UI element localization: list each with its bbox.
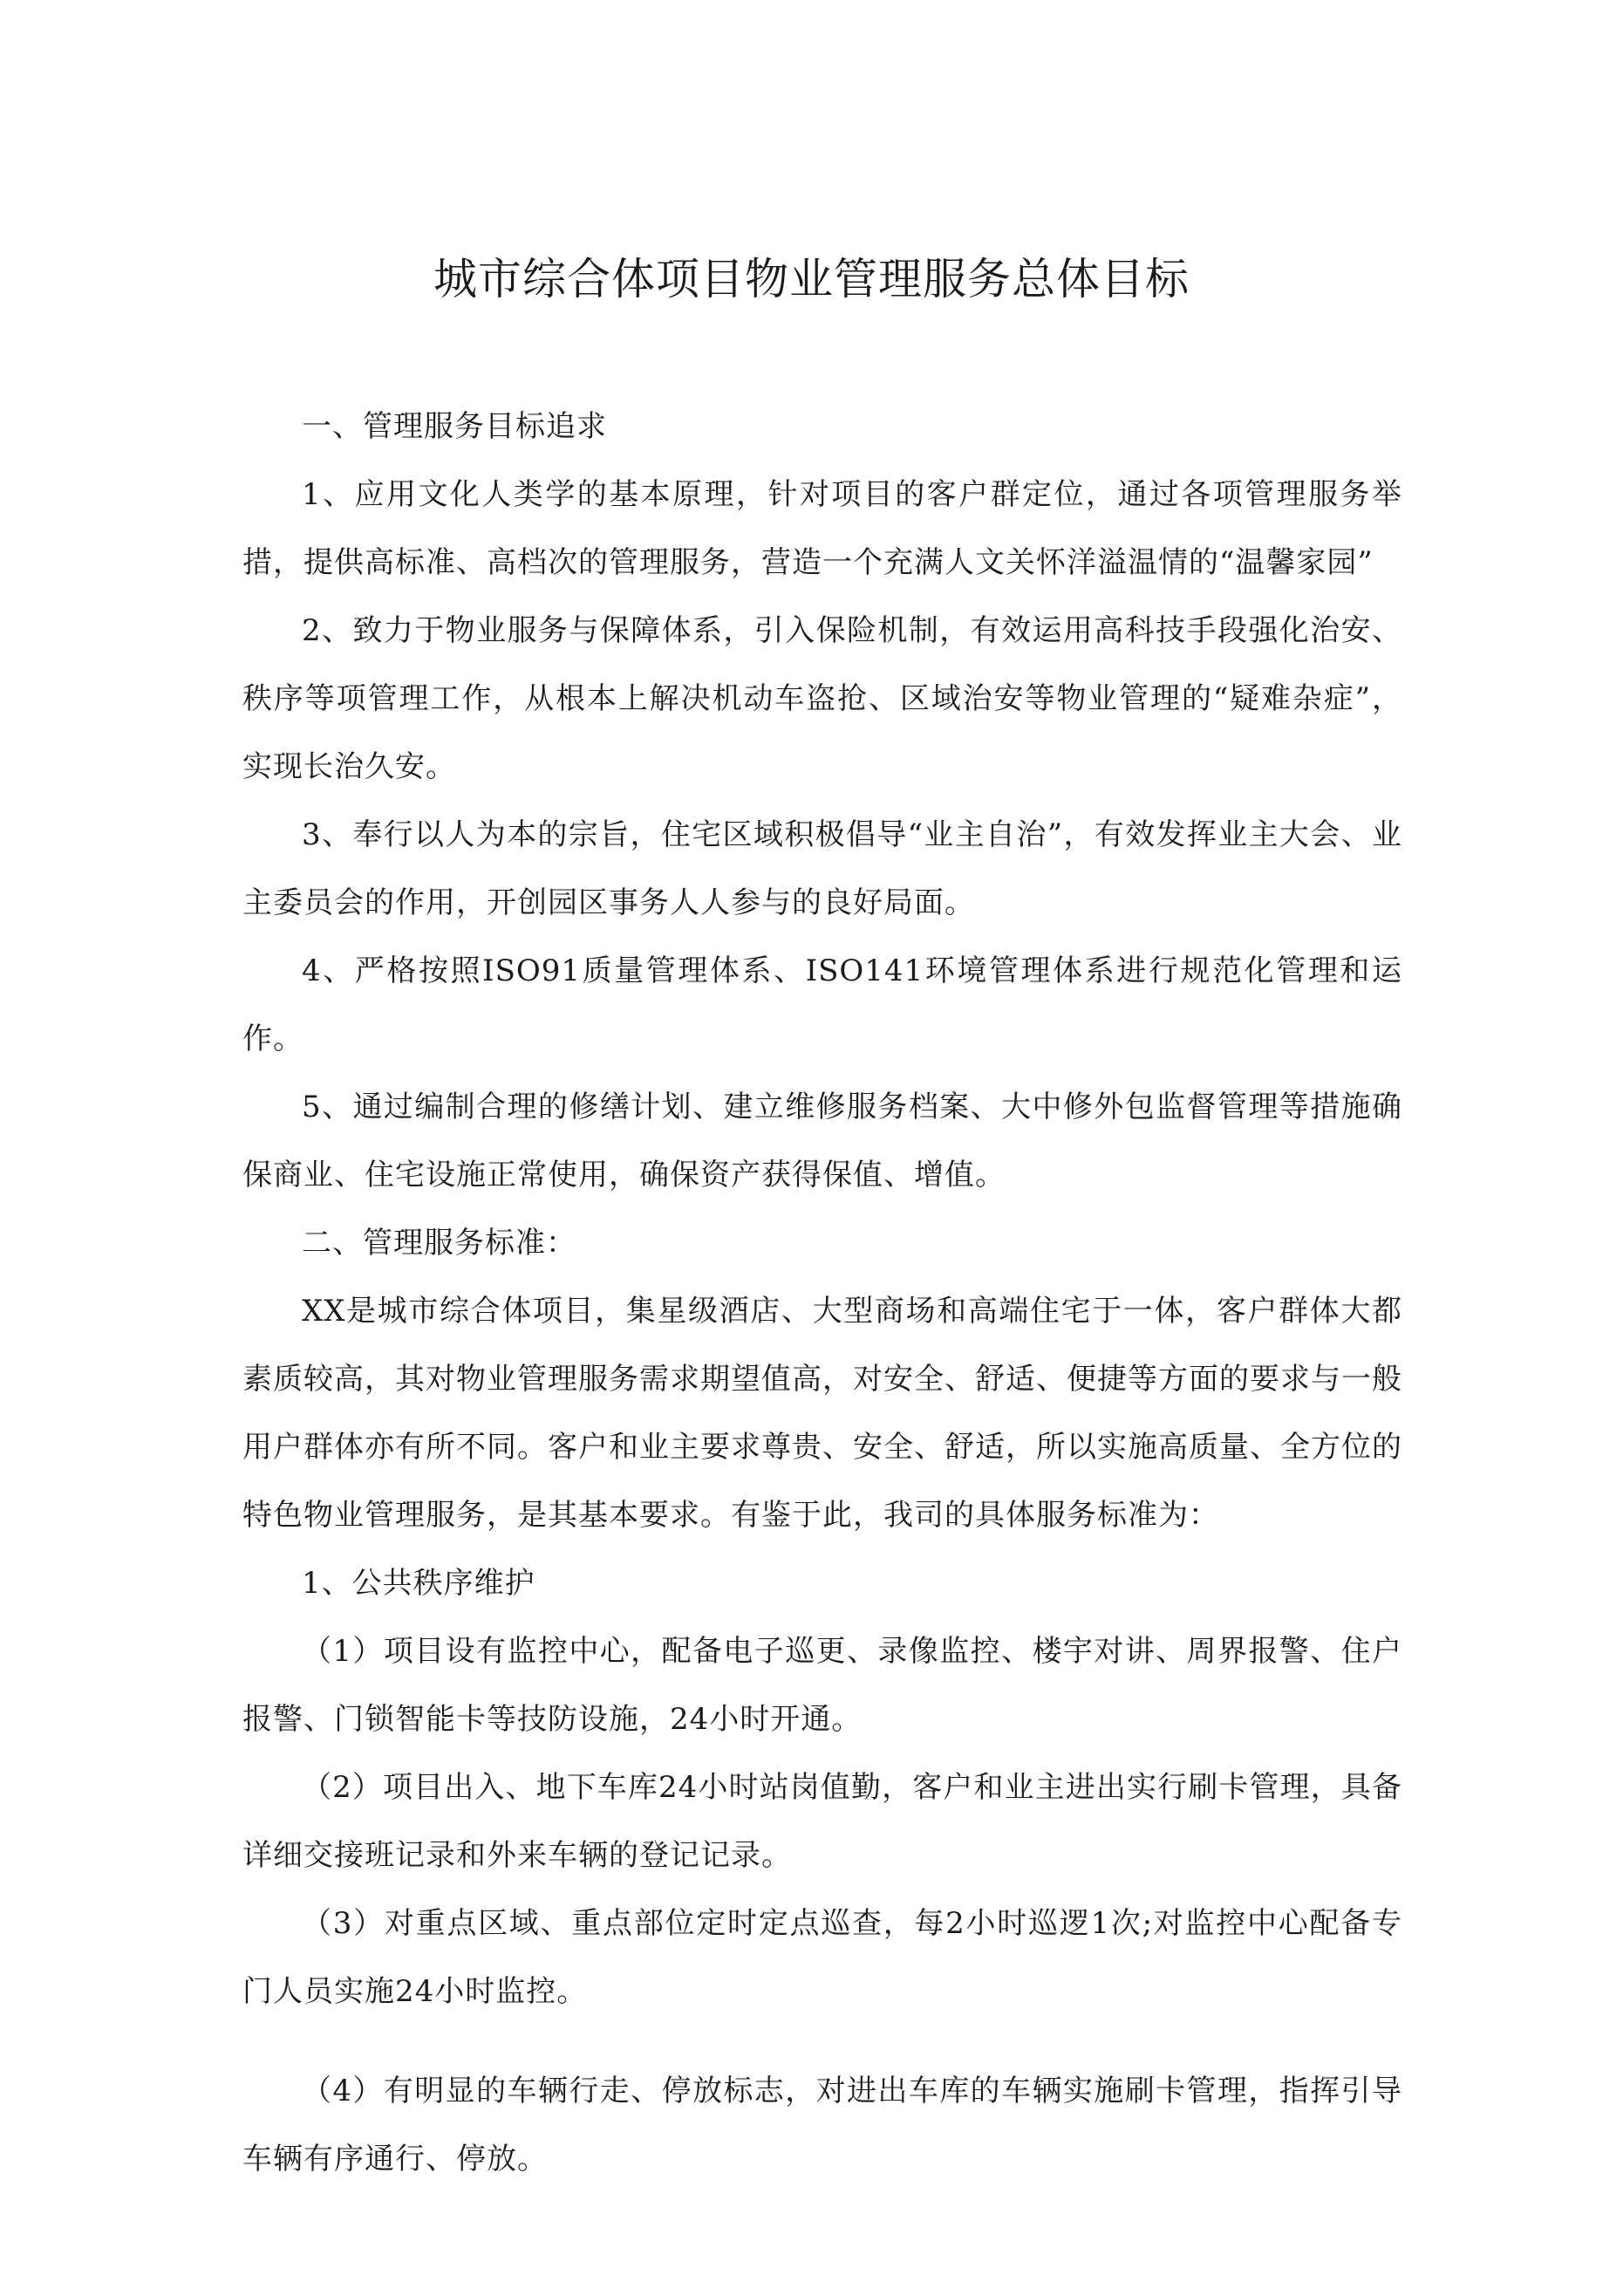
paragraph-goal-3: 3、奉行以人为本的宗旨，住宅区域积极倡导“业主自治”，有效发挥业主大会、业主委员会的作用，开创园区事务人人参与的良好局面。 [242, 817, 1402, 920]
paragraph-item-3: （3）对重点区域、重点部位定时定点巡查，每2小时巡逻1次;对监控中心配备专门人员实施24小时监控。 [242, 1906, 1402, 2009]
paragraph-item-2: （2）项目出入、地下车库24小时站岗值勤，客户和业主进出实行刷卡管理，具备详细交接班记录和外来车辆的登记记录。 [242, 1770, 1402, 1873]
paragraph-goal-1: 1、应用文化人类学的基本原理，针对项目的客户群定位，通过各项管理服务举措，提供高标准、高档次的管理服务，营造一个充满人文关怀洋溢温情的“温馨家园” [242, 477, 1402, 580]
document-body [242, 393, 1402, 2193]
section-heading-standards: 二、管理服务标准： [302, 1226, 576, 1261]
paragraph-item-1: （1）项目设有监控中心，配备电子巡更、录像监控、楼宇对讲、周界报警、住户报警、门锁智能卡等技防设施，24小时开通。 [242, 1634, 1402, 1737]
section-heading-goals: 一、管理服务目标追求 [302, 409, 607, 444]
paragraph-goal-4: 4、严格按照ISO91质量管理体系、ISO141环境管理体系进行规范化管理和运作。 [242, 953, 1402, 1056]
paragraph-goal-5: 5、通过编制合理的修缮计划、建立维修服务档案、大中修外包监督管理等措施确保商业、住宅设施正常使用，确保资产获得保值、增值。 [242, 1090, 1402, 1192]
document-title: 城市综合体项目物业管理服务总体目标 [433, 254, 1190, 304]
paragraph-goal-2: 2、致力于物业服务与保障体系，引入保险机制，有效运用高科技手段强化治安、秩序等项管理工作，从根本上解决机动车盗抢、区域治安等物业管理的“疑难杂症”，实现长治久安。 [242, 613, 1402, 784]
subsection-heading-public-order: 1、公共秩序维护 [302, 1566, 535, 1601]
paragraph-standards-intro: XX是城市综合体项目，集星级酒店、大型商场和高端住宅于一体，客户群体大都素质较高，其对物业管理服务需求期望值高，对安全、舒适、便捷等方面的要求与一般用户群体亦有所不同。客户和业主要求尊贵、安全、舒适，所以实施高质量、全方位的特色物业管理服务，是其基本要求。有鉴于此，我司的具体服务标准为： [242, 1294, 1402, 1533]
paragraph-item-4: （4）有明显的车辆行走、停放标志，对进出车库的车辆实施刷卡管理，指挥引导车辆有序通行、停放。 [242, 2074, 1402, 2176]
